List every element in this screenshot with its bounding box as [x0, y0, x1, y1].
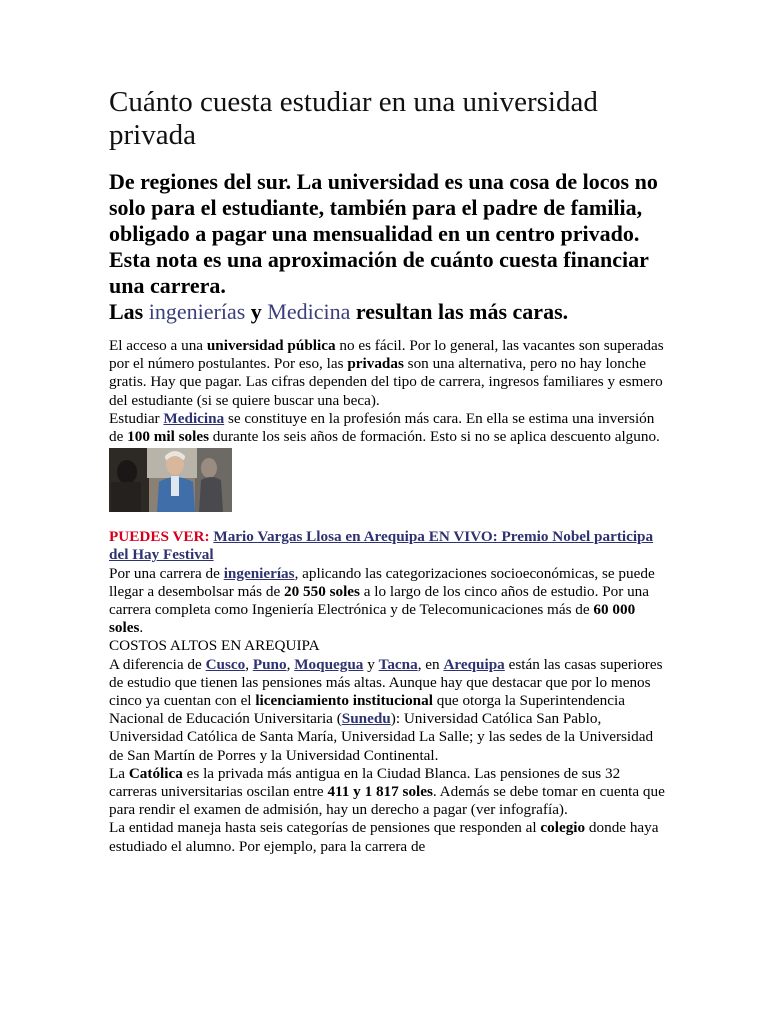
text: . Además se debe tomar en cuenta que para rendir el examen de admisión, hay un derecho a pagar (ver infografía).: [109, 783, 665, 819]
paragraph-medicine: [109, 410, 669, 446]
text: son una alternativa, pero no hay lonche gratis. Hay que pagar. Las cifras dependen del tipo de carrera, ingresos familiares y esmero del estudiante (si se quiere buscar una beca).: [109, 355, 663, 409]
text: a lo largo de los cinco años de estudio. Por una carrera completa como Ingeniería Electrónica y de Telecomunicaciones más de: [109, 582, 650, 619]
lead-text: Las: [109, 299, 149, 324]
bold-text: Católica: [128, 764, 183, 782]
paragraph-categories: [109, 819, 669, 855]
article-body: [109, 337, 669, 856]
article: [109, 86, 669, 856]
article-title: Cuánto cuesta estudiar en una universidad privada: [109, 86, 598, 151]
article-lead: [109, 169, 669, 325]
bold-text: 60 000 soles: [109, 601, 636, 637]
text: no es fácil. Por lo general, las vacantes son superadas por el número postulantes. Por eso, las: [109, 337, 664, 373]
link-tacna[interactable]: Tacna: [378, 655, 418, 673]
text: El acceso a una: [109, 337, 207, 354]
section-subheading: COSTOS ALTOS EN AREQUIPA: [109, 637, 320, 655]
text: ,: [286, 655, 295, 673]
link-puno[interactable]: Puno: [252, 655, 287, 673]
lead-sentence: De regiones del sur. La universidad es una cosa de locos no solo para el estudiante, también para el padre de familia, obligado a pagar una mensualidad en un centro privado. Esta nota es una aproximación de cuánto cuesta financiar una carrera.: [109, 169, 658, 298]
see-also-link[interactable]: Mario Vargas Llosa en Arequipa EN VIVO: Premio Nobel participa del Hay Festival: [109, 528, 654, 564]
link-sunedu[interactable]: Sunedu: [341, 710, 391, 728]
bold-text: universidad pública: [206, 337, 336, 354]
article-photo[interactable]: [109, 448, 232, 512]
lead-text: resultan las más caras.: [350, 299, 569, 324]
link-ingenierias[interactable]: ingenierías: [223, 564, 295, 582]
bold-text: 100 mil soles: [127, 428, 209, 446]
text: La: [109, 764, 129, 782]
paragraph-catolica: [109, 765, 669, 820]
link-arequipa[interactable]: Arequipa: [443, 655, 505, 673]
link-medicina[interactable]: Medicina: [163, 409, 225, 427]
text: y: [363, 655, 379, 673]
paragraph-engineering: [109, 565, 669, 638]
text: , en: [417, 655, 444, 673]
paragraph-arequipa: [109, 656, 669, 765]
text: ,: [245, 655, 253, 673]
link-moquegua[interactable]: Moquegua: [294, 655, 364, 673]
lead-text: y: [245, 299, 268, 324]
text: es la privada más antigua en la Ciudad Blanca. Las pensiones de sus 32 carreras universitarias oscilan entre: [109, 764, 621, 801]
lead-keyword-ingenierias: ingenierías: [148, 299, 246, 324]
text: .: [139, 619, 144, 637]
see-also-label: PUEDES VER:: [109, 528, 210, 546]
text: ): Universidad Católica San Pablo, Universidad Católica de Santa María, Universidad La Salle; y las sedes de la Universidad de San Martín de Porres y la Universidad Continental.: [109, 710, 654, 764]
text: se constituye en la profesión más cara. En ella se estima una inversión de: [109, 409, 655, 446]
lead-keyword-medicina: Medicina: [267, 299, 351, 324]
bold-text: privadas: [347, 355, 404, 373]
text: durante los seis años de formación. Esto si no se aplica descuento alguno.: [208, 428, 660, 446]
link-cusco[interactable]: Cusco: [205, 655, 246, 673]
text: donde haya estudiado el alumno. Por ejemplo, para la carrera de: [109, 819, 659, 855]
paragraph-access: [109, 337, 669, 410]
bold-text: licenciamiento institucional: [255, 692, 433, 710]
see-also: [109, 528, 669, 564]
text: Por una carrera de: [109, 564, 224, 582]
text: están las casas superiores de estudio que tienen las pensiones más altas. Aunque hay que destacar que por lo menos cinco ya cuentan con el: [109, 655, 663, 710]
text: A diferencia de: [109, 655, 206, 673]
bold-text: 20 550 soles: [284, 582, 360, 600]
text: , aplicando las categorizaciones socioeconómicas, se puede llegar a desembolsar más de: [109, 564, 655, 600]
text: Estudiar: [109, 409, 164, 427]
bold-text: colegio: [540, 819, 586, 837]
text: La entidad maneja hasta seis categorías de pensiones que responden al: [109, 819, 541, 837]
bold-text: 411 y 1 817 soles: [327, 783, 433, 801]
article-photo-image: [109, 448, 232, 512]
text: que otorga la Superintendencia Nacional de Educación Universitaria (: [109, 692, 625, 728]
